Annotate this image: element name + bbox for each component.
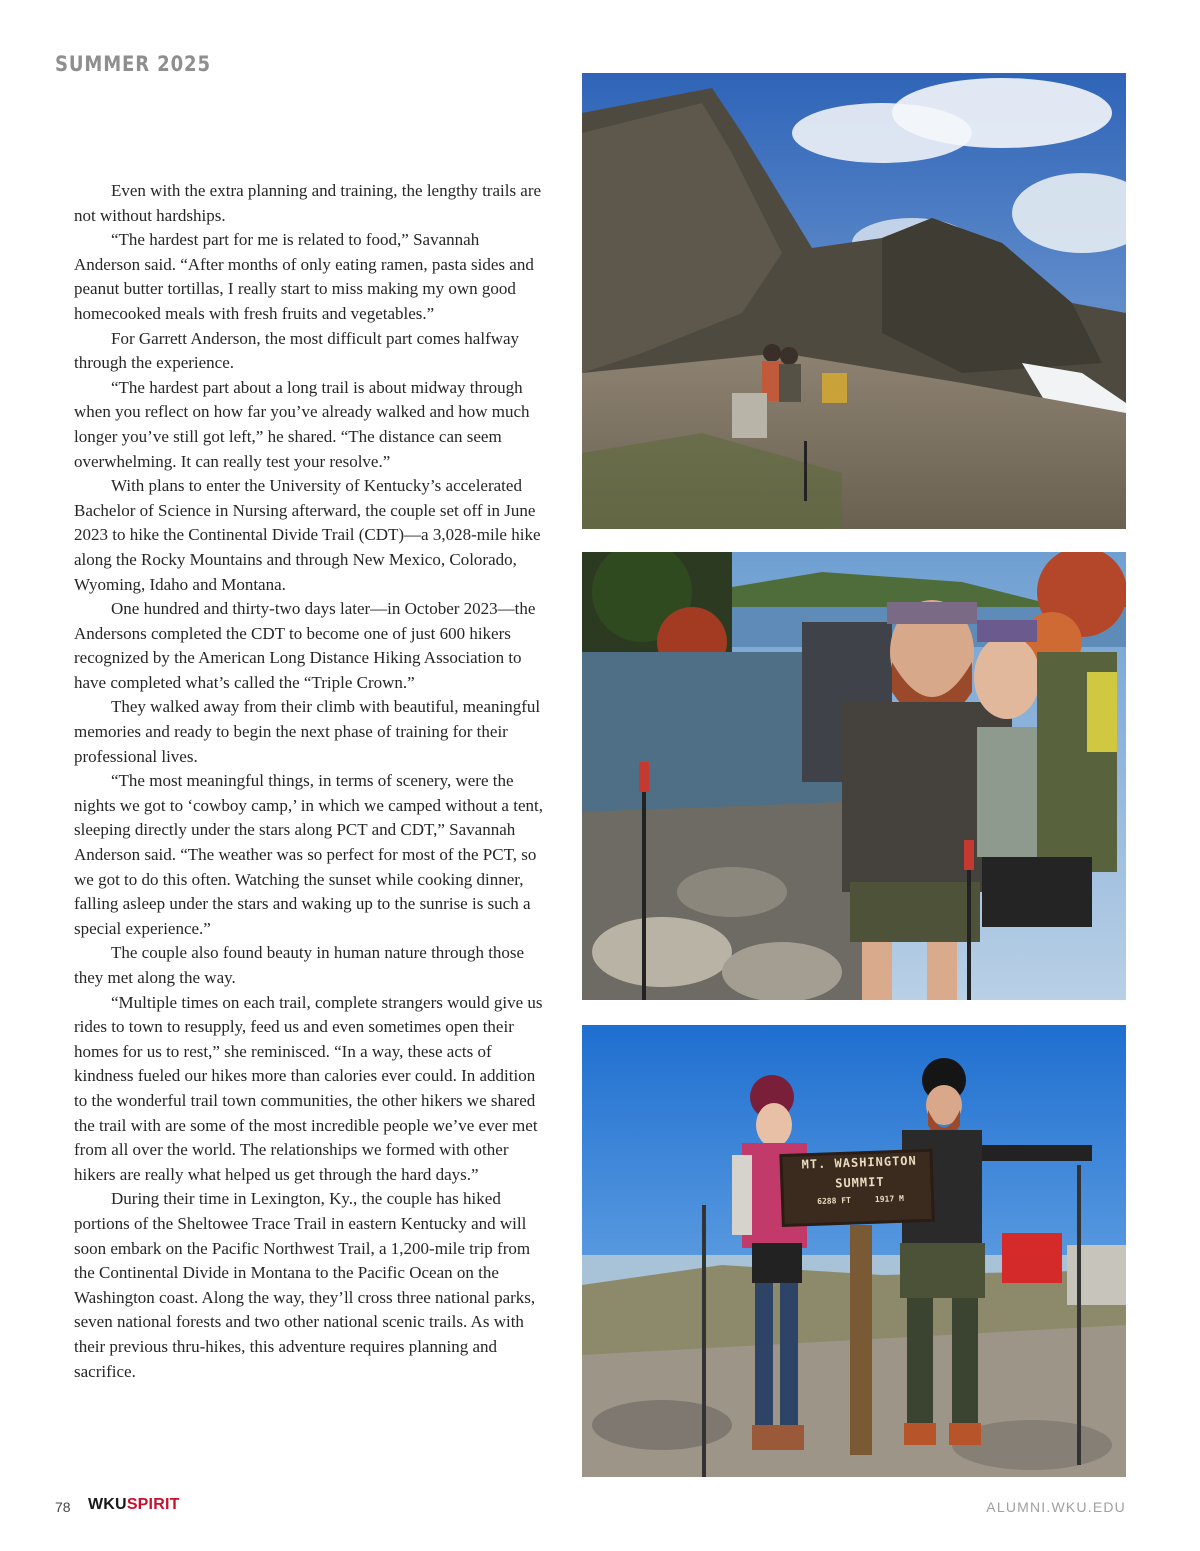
paragraph: Even with the extra planning and training, the lengthy trails are not without hardships.	[74, 181, 542, 225]
paragraph: “Multiple times on each trail, complete strangers would give us rides to town to resupply, feed us and even sometimes open their homes for us to rest,” she reminisced. “In a way, these acts of kindness fueled our hikes more than calories ever could. In addition to the wonderful trail town communities, the other hikers we shared the trail with are some of the most incredible people we’ve ever met from all over the world. The relationships we formed with other hikers are really what helped us get through the hard days.”	[74, 992, 543, 1184]
issue-label: SUMMER 2025	[55, 52, 211, 76]
sign-line-3: 6288 FT 1917 M	[817, 1194, 904, 1207]
paragraph: For Garrett Anderson, the most difficult part comes halfway through the experience.	[74, 328, 520, 373]
page-number: 78	[55, 1499, 71, 1515]
paragraph: “The hardest part about a long trail is about midway through when you reflect on how far you’ve already walked and how much longer you’ve still got left,” he shared. “The distance can seem overwhelming. It can really test your resolve.”	[74, 377, 530, 471]
sign-line-1: MT. WASHINGTON	[801, 1153, 917, 1172]
photo-summit-sign	[582, 1025, 1126, 1477]
paragraph: One hundred and thirty-two days later—in October 2023—the Andersons completed the CDT to become one of just 600 hikers recognized by the American Long Distance Hiking Association to have completed what’s called the “Triple Crown.”	[74, 599, 536, 692]
paragraph: They walked away from their climb with beautiful, meaningful memories and ready to begin the next phase of training for their professional lives.	[74, 697, 541, 766]
summit-sign-text	[789, 1153, 931, 1207]
article-body	[74, 179, 546, 1384]
paragraph: With plans to enter the University of Kentucky’s accelerated Bachelor of Science in Nursing afterward, the couple set off in June 2023 to hike the Continental Divide Trail (CDT)—a 3,028-mile hike along the Rocky Mountains and through New Mexico, Colorado, Wyoming, Idaho and Montana.	[74, 476, 541, 594]
logo-wku: WKU	[88, 1496, 127, 1513]
paragraph: During their time in Lexington, Ky., the couple has hiked portions of the Sheltowee Trace Trail in eastern Kentucky and will soon embark on the Pacific Northwest Trail, a 1,200-mile trip from the Continental Divide in Montana to the Pacific Ocean on the Washington coast. Along the way, they’ll cross three national parks, seven national forests and two other national scenic trails. As with their previous thru-hikes, this adventure requires planning and sacrifice.	[74, 1189, 536, 1381]
paragraph: The couple also found beauty in human nature through those they met along the way.	[74, 943, 525, 987]
publication-logo	[88, 1496, 180, 1514]
paragraph: “The hardest part for me is related to food,” Savannah Anderson said. “After months of only eating ramen, pasta sides and peanut butter tortillas, I really start to miss making my own good homecooked meals with fresh fruits and vegetables.”	[74, 230, 534, 323]
logo-spirit: SPIRIT	[126, 1496, 180, 1513]
footer-url: ALUMNI.WKU.EDU	[986, 1499, 1126, 1515]
photo-lake-selfie	[582, 552, 1126, 1000]
photo-mountain-ridge	[582, 73, 1126, 529]
sign-line-2: SUMMIT	[834, 1174, 885, 1191]
paragraph: “The most meaningful things, in terms of scenery, were the nights we got to ‘cowboy camp,’ in which we camped without a tent, sleeping directly under the stars along PCT and CDT,” Savannah Anderson said. “The weather was so perfect for most of the PCT, so we got to do this often. Watching the sunset while cooking dinner, falling asleep under the stars and waking up to the sunrise is such a special experience.”	[74, 771, 543, 938]
